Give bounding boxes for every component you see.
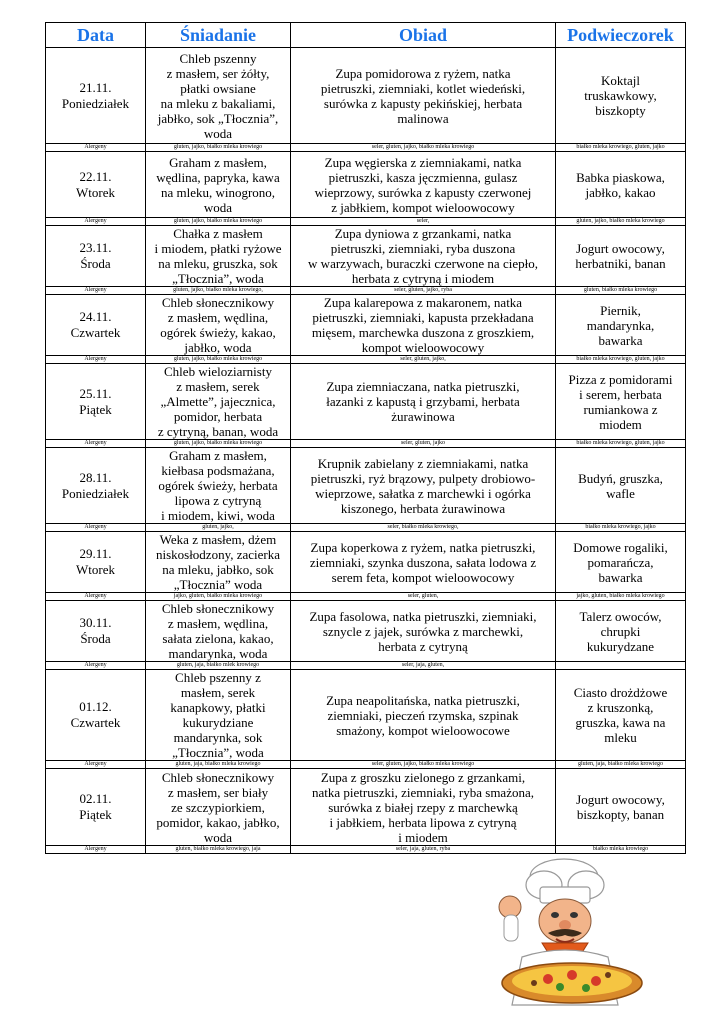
breakfast-cell-line: ogórek świeży, herbata	[158, 478, 278, 493]
breakfast-cell-line: jabłko, woda	[184, 340, 252, 355]
lunch-cell-line: i miodem	[398, 829, 448, 845]
breakfast-cell-line: kiełbasa podsmażana,	[161, 463, 275, 478]
allergen-snack: białko mleka krowiego, gluten, jajko	[556, 144, 686, 152]
lunch-cell	[291, 532, 556, 593]
breakfast-cell-line: „Tłocznia” woda	[173, 577, 263, 592]
snack-cell-line: Koktajl	[601, 73, 640, 88]
allergen-label: Alergeny	[46, 524, 146, 532]
day-weekday: Piątek	[79, 401, 112, 417]
snack-cell-line: Jogurt owocowy,	[576, 241, 665, 256]
chef-illustration	[482, 855, 652, 1020]
day-date: 02.11.	[79, 791, 112, 806]
allergen-lunch: seler, gluten, jajko, ryba	[291, 287, 556, 295]
allergen-row	[46, 593, 686, 601]
allergen-snack	[556, 662, 686, 670]
breakfast-cell-line: ogórek świeży, kakao,	[160, 325, 276, 340]
breakfast-cell-line: woda	[203, 125, 233, 141]
breakfast-cell	[146, 532, 291, 593]
lunch-cell-line: Krupnik zabielany z ziemniakami, natka	[317, 455, 529, 471]
snack-cell-line: biszkopty	[595, 103, 646, 118]
snack-cell	[556, 670, 686, 761]
lunch-cell-line: łazanki z kapustą i grzybami, herbata	[326, 394, 520, 409]
snack-cell-line: miodem	[599, 416, 642, 432]
day-row	[46, 601, 686, 662]
allergen-breakfast: gluten, białko mleka krowiego, jaja	[146, 846, 291, 854]
snack-cell	[556, 48, 686, 144]
header-snack: Podwieczorek	[556, 23, 686, 48]
allergen-lunch: seler,	[291, 218, 556, 226]
snack-cell-line: Budyń, gruszka,	[578, 470, 663, 486]
snack-cell-line: pomarańcza,	[587, 554, 654, 570]
snack-cell-line: Ciasto drożdżowe	[573, 685, 668, 700]
snack-cell-line: herbatniki, banan	[575, 256, 666, 271]
lunch-cell	[291, 364, 556, 440]
lunch-cell-line: żurawinowa	[391, 409, 455, 424]
day-cell	[46, 601, 146, 662]
snack-cell-line: biszkopty, banan	[576, 807, 665, 822]
day-weekday: Wtorek	[76, 184, 115, 200]
snack-cell-line: mleku	[604, 730, 637, 745]
breakfast-cell-line: wędlina, papryka, kawa	[156, 169, 280, 185]
day-date: 29.11.	[79, 546, 112, 561]
breakfast-cell-line: Graham z masłem,	[169, 154, 267, 170]
breakfast-cell-line: masłem, serek	[180, 685, 256, 700]
breakfast-cell-line: woda	[203, 199, 233, 215]
breakfast-cell-line: na mleku, gruszka, sok	[158, 256, 278, 271]
lunch-cell-line: ziemniaki, szynka duszona, sałata lodowa z	[309, 554, 537, 570]
allergen-lunch: seler, jaja, gluten,	[291, 662, 556, 670]
lunch-cell	[291, 448, 556, 524]
allergen-snack: gluten, białko mleka krowiego	[556, 287, 686, 295]
snack-cell-line: z kruszonką,	[587, 700, 654, 715]
breakfast-cell-line: Chleb słonecznikowy	[161, 769, 275, 785]
snack-cell-line: Pizza z pomidorami	[568, 371, 673, 387]
snack-cell-line: Babka piaskowa,	[576, 169, 665, 185]
snack-cell	[556, 601, 686, 662]
snack-cell-line: Jogurt owocowy,	[576, 792, 665, 807]
breakfast-cell-line: „Almette”, jajecznica,	[160, 394, 276, 409]
lunch-cell-line: wieprzowe, sałatka z marchewki i ogórka	[315, 485, 531, 501]
allergen-label: Alergeny	[46, 593, 146, 601]
snack-cell-line: kukurydzane	[586, 638, 655, 654]
breakfast-cell-line: lipowa z cytryną	[174, 493, 262, 508]
header-row	[46, 23, 686, 48]
breakfast-cell-line: Chleb słonecznikowy	[161, 601, 275, 616]
allergen-breakfast: gluten, jajko, białko mleka krowiego	[146, 356, 291, 364]
day-cell	[46, 769, 146, 846]
allergen-snack: białko mleka krowiego	[556, 846, 686, 854]
allergen-label: Alergeny	[46, 662, 146, 670]
allergen-label: Alergeny	[46, 287, 146, 295]
day-row	[46, 532, 686, 593]
header-breakfast: Śniadanie	[146, 23, 291, 48]
lunch-cell-line: w warzywach, buraczki czerwone na ciepło,	[308, 256, 538, 271]
lunch-cell	[291, 295, 556, 356]
allergen-breakfast: gluten, jaja, białko mlek krowiego	[146, 662, 291, 670]
lunch-cell-line: kiszonego, herbata żurawinowa	[340, 500, 506, 516]
breakfast-cell-line: z masłem, wędlina,	[167, 310, 269, 325]
breakfast-cell	[146, 226, 291, 287]
day-cell	[46, 152, 146, 218]
breakfast-cell-line: niskosłodzony, zacierka	[155, 547, 281, 562]
breakfast-cell	[146, 364, 291, 440]
allergen-lunch: seler, gluten, jajko, białko mleka krowiego	[291, 761, 556, 769]
allergen-breakfast: gluten, jaja, białko mleka krowiego	[146, 761, 291, 769]
breakfast-cell-line: Chleb wieloziarnisty	[164, 364, 272, 379]
breakfast-cell-line: jabłko, sok „Tłocznia”,	[157, 110, 279, 126]
lunch-cell-line: pietruszki, kasza jęczmienna, gulasz	[328, 169, 518, 185]
lunch-cell-line: surówka z kapusty pekińskiej, herbata	[323, 95, 523, 111]
allergen-lunch: seler, gluten, jajko, białko mleka krowiego	[291, 144, 556, 152]
day-row	[46, 670, 686, 761]
breakfast-cell-line: Chleb pszenny	[179, 50, 257, 66]
lunch-cell-line: Zupa pomidorowa z ryżem, natka	[335, 65, 511, 81]
lunch-cell-line: Zupa dyniowa z grzankami, natka	[334, 226, 512, 241]
day-weekday: Czwartek	[70, 715, 121, 730]
breakfast-cell-line: Weka z masłem, dżem	[159, 532, 277, 547]
breakfast-cell	[146, 48, 291, 144]
snack-cell-line: gruszka, kawa na	[575, 715, 666, 730]
day-cell	[46, 448, 146, 524]
lunch-cell-line: pietruszki, ziemniaki, kapusta przekładana	[312, 310, 534, 325]
day-weekday: Środa	[80, 631, 111, 646]
breakfast-cell-line: z masłem, ser biały	[167, 784, 269, 800]
day-cell	[46, 364, 146, 440]
allergen-snack: białko mleka krowiego, gluten, jajko	[556, 356, 686, 364]
allergen-lunch: seler, gluten,	[291, 593, 556, 601]
allergen-label: Alergeny	[46, 846, 146, 854]
breakfast-cell-line: z masłem, serek	[176, 379, 260, 394]
snack-cell	[556, 769, 686, 846]
breakfast-cell-line: „Tłocznia”, woda	[172, 271, 264, 286]
lunch-cell-line: kompot wieloowocowy	[361, 340, 485, 355]
day-row	[46, 226, 686, 287]
allergen-snack: białko mleka krowiego, jajko	[556, 524, 686, 532]
breakfast-cell-line: płatki owsiane	[180, 80, 256, 96]
breakfast-cell-line: woda	[203, 829, 233, 845]
lunch-cell-line: ziemniaki, pieczeń rzymska, szpinak	[327, 707, 519, 723]
allergen-snack: jajko, gluten, białko mleka krowiego	[556, 593, 686, 601]
breakfast-cell-line: z cytryną, banan, woda	[157, 424, 279, 439]
allergen-label: Alergeny	[46, 144, 146, 152]
snack-cell-line: truskawkowy,	[584, 88, 657, 103]
breakfast-cell-line: i miodem, płatki ryżowe	[154, 241, 282, 256]
lunch-cell-line: pietruszki, ziemniaki, kotlet wiedeński,	[320, 80, 526, 96]
breakfast-cell-line: ze szczypiorkiem,	[171, 799, 265, 815]
lunch-cell-line: Zupa węgierska z ziemniakami, natka	[324, 154, 522, 170]
snack-cell-line: i serem, herbata	[579, 386, 662, 402]
snack-cell-line: Talerz owoców,	[579, 608, 662, 624]
breakfast-cell-line: na mleku, winogrono,	[160, 184, 276, 200]
allergen-row	[46, 287, 686, 295]
allergen-lunch: seler, białko mleka krowiego,	[291, 524, 556, 532]
breakfast-cell-line: Chleb pszenny z	[175, 670, 261, 685]
allergen-breakfast: gluten, jajko, białko mleka krowiego	[146, 440, 291, 448]
lunch-cell-line: herbata z cytryną	[378, 638, 468, 654]
lunch-cell-line: i jabłkiem, herbata lipowa z cytryną	[329, 814, 517, 830]
snack-cell	[556, 226, 686, 287]
allergen-breakfast: jajko, gluten, białko mleka krowiego	[146, 593, 291, 601]
day-date: 25.11.	[79, 385, 112, 401]
lunch-cell-line: Zupa kalarepowa z makaronem, natka	[323, 295, 523, 310]
breakfast-cell-line: Chałka z masłem	[173, 226, 263, 241]
breakfast-cell-line: pomidor, herbata	[173, 409, 263, 424]
day-weekday: Piątek	[79, 807, 112, 822]
breakfast-cell	[146, 295, 291, 356]
breakfast-cell-line: mandarynka, woda	[168, 646, 268, 661]
snack-cell	[556, 448, 686, 524]
allergen-breakfast: gluten, jajko, białko mleka krowiego	[146, 218, 291, 226]
lunch-cell-line: smażony, kompot wieloowocowe	[336, 722, 510, 738]
snack-cell-line: rumiankowa z	[583, 401, 658, 417]
allergen-row	[46, 761, 686, 769]
allergen-lunch: seler, jaja, gluten, ryba	[291, 846, 556, 854]
breakfast-cell-line: z masłem, ser żółty,	[166, 65, 270, 81]
lunch-cell-line: Zupa ziemniaczana, natka pietruszki,	[326, 379, 520, 394]
breakfast-cell-line: Chleb słonecznikowy	[161, 295, 275, 310]
lunch-cell-line: pietruszki, ryż brązowy, pulpety drobiowo-	[310, 470, 536, 486]
day-row	[46, 48, 686, 144]
lunch-cell-line: herbata z cytryną i miodem	[351, 271, 495, 286]
breakfast-cell	[146, 448, 291, 524]
lunch-cell-line: Zupa neapolitańska, natka pietruszki,	[326, 692, 520, 708]
allergen-breakfast: gluten, jajko,	[146, 524, 291, 532]
snack-cell	[556, 364, 686, 440]
day-cell	[46, 670, 146, 761]
breakfast-cell-line: sałata zielona, kakao,	[162, 631, 274, 646]
lunch-cell-line: sznycle z jajek, surówka z marchewki,	[322, 623, 524, 639]
allergen-row	[46, 524, 686, 532]
day-date: 01.12.	[79, 699, 112, 714]
menu-table	[45, 22, 686, 854]
allergen-snack: gluten, jaja, białko mleka krowiego	[556, 761, 686, 769]
lunch-cell-line: pietruszki, ziemniaki, ryba duszona	[330, 241, 516, 256]
allergen-breakfast: gluten, jajko, białko mleka krowiego	[146, 144, 291, 152]
allergen-row	[46, 218, 686, 226]
lunch-cell-line: z jabłkiem, kompot wieloowocowy	[331, 199, 515, 215]
breakfast-cell-line: kanapkowy, płatki	[170, 700, 266, 715]
allergen-label: Alergeny	[46, 218, 146, 226]
lunch-cell-line: surówka z białej rzepy z marchewką	[328, 799, 518, 815]
day-cell	[46, 532, 146, 593]
breakfast-cell-line: z masłem, wędlina,	[167, 616, 269, 631]
breakfast-cell	[146, 769, 291, 846]
breakfast-cell-line: na mleku z bakaliami,	[160, 95, 276, 111]
breakfast-cell-line: mandarynka, sok	[173, 730, 263, 745]
snack-cell-line: mandarynka,	[586, 317, 655, 333]
lunch-cell	[291, 152, 556, 218]
day-row	[46, 152, 686, 218]
lunch-cell	[291, 670, 556, 761]
snack-cell-line: bawarka	[598, 332, 643, 348]
snack-cell	[556, 532, 686, 593]
breakfast-cell-line: kukurydziane	[182, 715, 254, 730]
allergen-row	[46, 846, 686, 854]
snack-cell-line: jabłko, kakao	[585, 184, 656, 200]
day-row	[46, 448, 686, 524]
snack-cell-line: chrupki	[600, 623, 641, 639]
lunch-cell	[291, 226, 556, 287]
lunch-cell	[291, 48, 556, 144]
lunch-cell-line: malinowa	[397, 110, 449, 126]
lunch-cell	[291, 601, 556, 662]
snack-cell	[556, 152, 686, 218]
day-cell	[46, 226, 146, 287]
snack-cell-line: bawarka	[598, 569, 643, 585]
lunch-cell-line: natka pietruszki, ziemniaki, ryba smażona,	[311, 784, 534, 800]
lunch-cell-line: wieprzowy, surówka z kapusty czerwonej	[314, 184, 532, 200]
header-date: Data	[46, 23, 146, 48]
day-weekday: Wtorek	[76, 562, 115, 577]
breakfast-cell-line: na mleku, jabłko, sok	[162, 562, 274, 577]
lunch-cell-line: serem feta, kompot wieloowocowy	[331, 569, 515, 585]
day-date: 30.11.	[79, 615, 112, 630]
day-cell	[46, 48, 146, 144]
lunch-cell	[291, 769, 556, 846]
day-weekday: Środa	[80, 256, 111, 271]
allergen-row	[46, 144, 686, 152]
day-date: 28.11.	[79, 469, 112, 485]
snack-cell	[556, 295, 686, 356]
breakfast-cell	[146, 670, 291, 761]
allergen-snack: białko mleka krowiego, gluten, jajko	[556, 440, 686, 448]
day-date: 24.11.	[79, 309, 112, 324]
allergen-row	[46, 662, 686, 670]
allergen-lunch: seler, gluten, jajko,	[291, 356, 556, 364]
breakfast-cell	[146, 152, 291, 218]
snack-cell-line: wafle	[606, 485, 635, 501]
allergen-label: Alergeny	[46, 440, 146, 448]
allergen-label: Alergeny	[46, 356, 146, 364]
lunch-cell-line: Zupa z groszku zielonego z grzankami,	[320, 769, 526, 785]
snack-cell-line: Domowe rogaliki,	[573, 539, 668, 555]
allergen-snack: gluten, jajko, białko mleka krowiego	[556, 218, 686, 226]
day-date: 23.11.	[79, 240, 112, 255]
allergen-lunch: seler, gluten, jajko	[291, 440, 556, 448]
allergen-breakfast: gluten, jajko, białko mleka krowiego,	[146, 287, 291, 295]
day-weekday: Poniedziałek	[61, 485, 130, 501]
header-lunch: Obiad	[291, 23, 556, 48]
day-cell	[46, 295, 146, 356]
day-row	[46, 364, 686, 440]
day-weekday: Czwartek	[70, 325, 121, 340]
allergen-row	[46, 356, 686, 364]
allergen-row	[46, 440, 686, 448]
lunch-cell-line: Zupa fasolowa, natka pietruszki, ziemniaki,	[309, 608, 537, 624]
day-row	[46, 295, 686, 356]
day-row	[46, 769, 686, 846]
snack-cell-line: Piernik,	[600, 302, 641, 318]
breakfast-cell-line: Graham z masłem,	[169, 448, 267, 463]
lunch-cell-line: Zupa koperkowa z ryżem, natka pietruszki,	[310, 539, 536, 555]
day-date: 22.11.	[79, 168, 112, 184]
day-date: 21.11.	[79, 79, 112, 95]
allergen-label: Alergeny	[46, 761, 146, 769]
breakfast-cell-line: i miodem, kiwi, woda	[161, 508, 275, 523]
breakfast-cell-line: pomidor, kakao, jabłko,	[156, 814, 280, 830]
lunch-cell-line: mięsem, marchewka duszona z groszkiem,	[311, 325, 535, 340]
breakfast-cell	[146, 601, 291, 662]
day-weekday: Poniedziałek	[61, 95, 130, 111]
breakfast-cell-line: „Tłocznia”, woda	[172, 745, 264, 760]
